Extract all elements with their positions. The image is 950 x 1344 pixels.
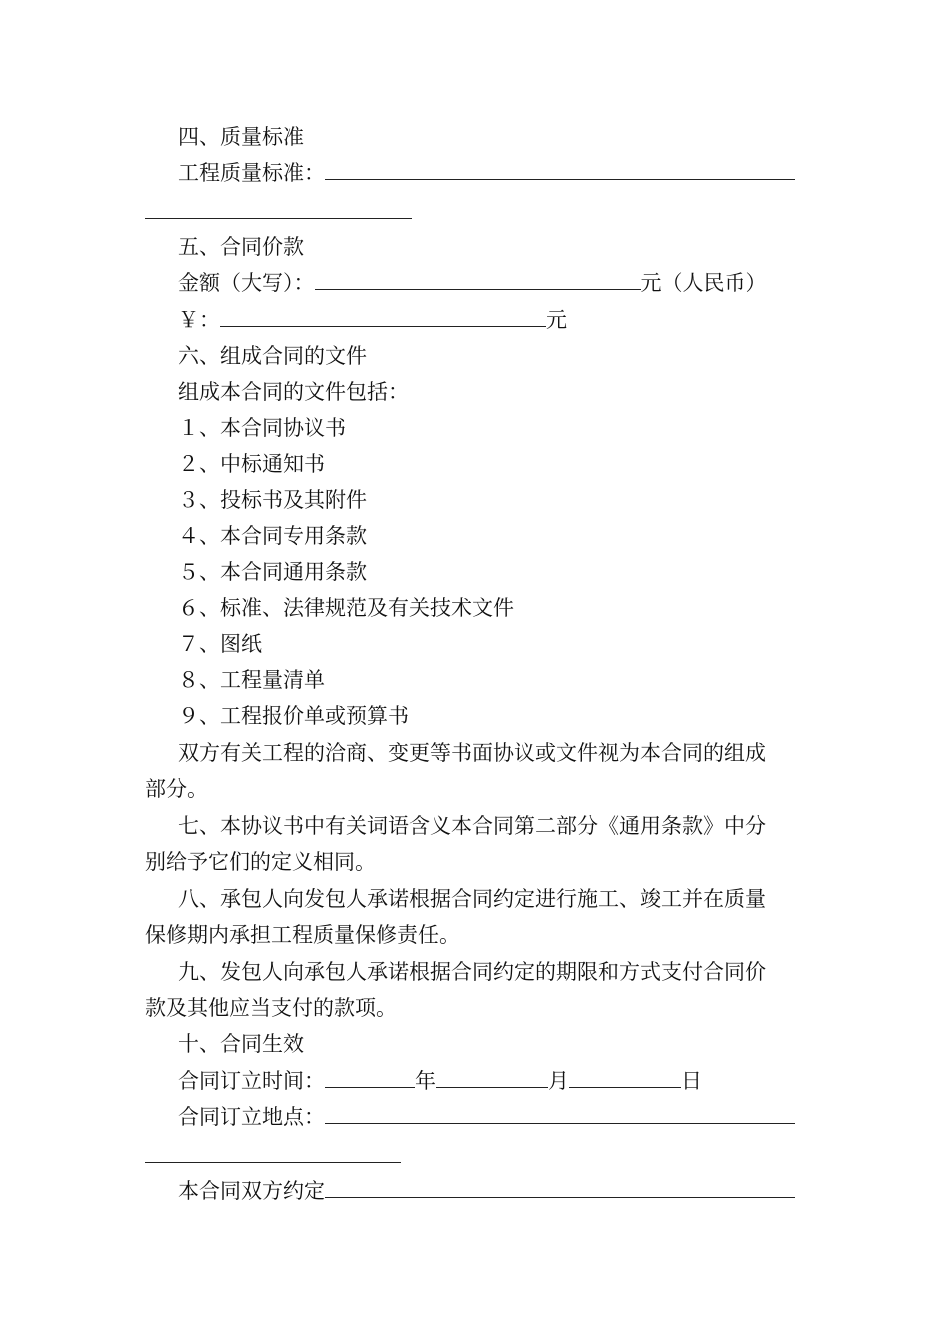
document-list-item: ９、工程报价单或预算书 bbox=[178, 704, 409, 728]
document-list-item: １、本合同协议书 bbox=[178, 416, 346, 440]
signing-date-label: 合同订立时间： bbox=[178, 1069, 325, 1093]
quality-standard-row bbox=[178, 160, 795, 186]
document-list-item: ５、本合同通用条款 bbox=[178, 560, 367, 584]
section-7-line-1: 七、本协议书中有关词语含义本合同第二部分《通用条款》中分 bbox=[178, 814, 766, 838]
signing-place-blank[interactable] bbox=[325, 1104, 795, 1124]
section-10-heading: 十、合同生效 bbox=[178, 1032, 304, 1056]
document-list-item: ４、本合同专用条款 bbox=[178, 524, 367, 548]
section-8-line-1: 八、承包人向发包人承诺根据合同约定进行施工、竣工并在质量 bbox=[178, 887, 766, 911]
signing-month-blank[interactable] bbox=[436, 1068, 548, 1088]
documents-paragraph-line-2: 部分。 bbox=[145, 777, 208, 801]
signing-place-blank-continued[interactable] bbox=[145, 1162, 401, 1163]
section-9-line-1: 九、发包人向承包人承诺根据合同约定的期限和方式支付合同价 bbox=[178, 960, 766, 984]
amount-figure-row bbox=[178, 307, 567, 333]
amount-words-row bbox=[178, 270, 767, 296]
section-5-heading: 五、合同价款 bbox=[178, 235, 304, 259]
section-8-line-2: 保修期内承担工程质量保修责任。 bbox=[145, 923, 460, 947]
section-6-heading: 六、组成合同的文件 bbox=[178, 344, 367, 368]
amount-words-blank[interactable] bbox=[315, 270, 641, 290]
year-label: 年 bbox=[415, 1069, 436, 1093]
documents-paragraph-line-1: 双方有关工程的洽商、变更等书面协议或文件视为本合同的组成 bbox=[178, 741, 766, 765]
quality-standard-label: 工程质量标准： bbox=[178, 161, 325, 185]
signing-place-label: 合同订立地点： bbox=[178, 1105, 325, 1129]
section-4-heading: 四、质量标准 bbox=[178, 125, 304, 149]
month-label: 月 bbox=[548, 1069, 569, 1093]
agreement-blank[interactable] bbox=[325, 1178, 795, 1198]
amount-figure-blank[interactable] bbox=[220, 307, 546, 327]
document-list-item: ８、工程量清单 bbox=[178, 668, 325, 692]
document-list-item: ６、标准、法律规范及有关技术文件 bbox=[178, 596, 514, 620]
signing-place-row bbox=[178, 1104, 795, 1130]
amount-figure-unit: 元 bbox=[546, 308, 567, 332]
quality-standard-blank[interactable] bbox=[325, 160, 795, 180]
document-list-item: ７、图纸 bbox=[178, 632, 262, 656]
document-list-item: ２、中标通知书 bbox=[178, 452, 325, 476]
section-7-line-2: 别给予它们的定义相同。 bbox=[145, 850, 376, 874]
amount-words-unit: 元（人民币） bbox=[640, 271, 767, 295]
day-label: 日 bbox=[681, 1069, 702, 1093]
amount-figure-label: ￥： bbox=[178, 308, 220, 332]
section-9-line-2: 款及其他应当支付的款项。 bbox=[145, 996, 397, 1020]
documents-intro: 组成本合同的文件包括： bbox=[178, 380, 409, 404]
agreement-row bbox=[178, 1178, 795, 1204]
document-list-item: ３、投标书及其附件 bbox=[178, 488, 367, 512]
signing-year-blank[interactable] bbox=[325, 1068, 415, 1088]
quality-standard-blank-continued[interactable] bbox=[145, 218, 412, 219]
signing-day-blank[interactable] bbox=[569, 1068, 681, 1088]
agreement-label: 本合同双方约定 bbox=[178, 1179, 325, 1203]
signing-date-row bbox=[178, 1068, 702, 1094]
amount-words-label: 金额（大写）： bbox=[178, 271, 315, 295]
